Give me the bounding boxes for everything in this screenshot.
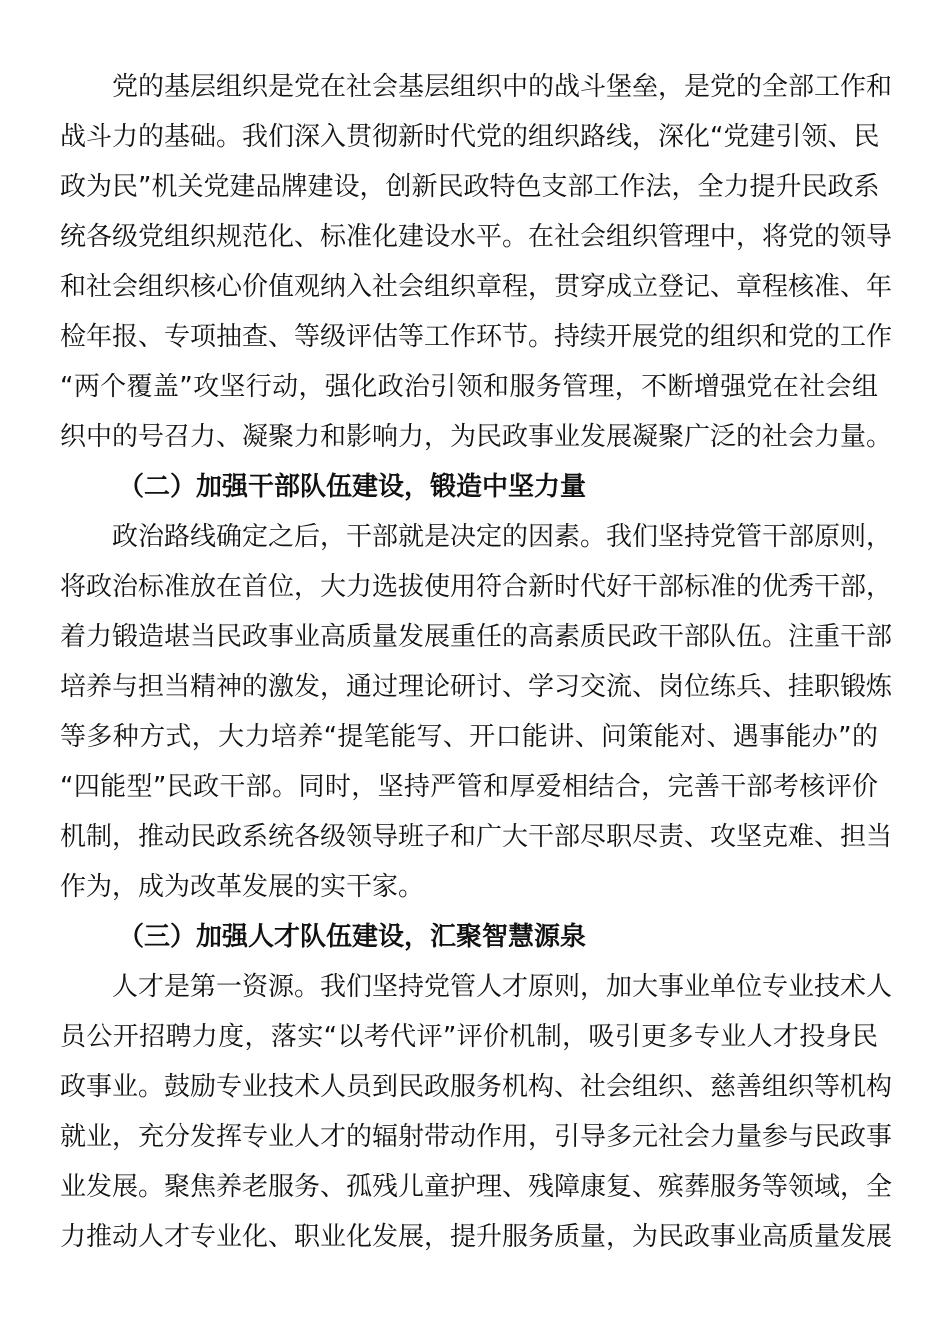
- paragraph-line: 就业，充分发挥专业人才的辐射带动作用，引导多元社会力量参与民政事: [60, 1122, 893, 1152]
- paragraph-line: 政为民”机关党建品牌建设，创新民政特色支部工作法，全力提升民政系: [60, 172, 880, 202]
- section-heading-3: （三）加强人才队伍建设，汇聚智慧源泉: [118, 922, 587, 952]
- paragraph-line: 织中的号召力、凝聚力和影响力，为民政事业发展凝聚广泛的社会力量。: [60, 422, 893, 452]
- paragraph-line: 统各级党组织规范化、标准化建设水平。在社会组织管理中，将党的领导: [60, 222, 893, 252]
- paragraph-line: 着力锻造堪当民政事业高质量发展重任的高素质民政干部队伍。注重干部: [60, 622, 893, 652]
- paragraph-line: 人才是第一资源。我们坚持党管人才原则，加大事业单位专业技术人: [112, 972, 893, 1002]
- paragraph-line: 将政治标准放在首位，大力选拔使用符合新时代好干部标准的优秀干部，: [60, 572, 893, 602]
- paragraph-line: 业发展。聚焦养老服务、孤残儿童护理、残障康复、殡葬服务等领域，全: [60, 1172, 893, 1202]
- paragraph-line: 和社会组织核心价值观纳入社会组织章程，贯穿成立登记、章程核准、年: [60, 272, 893, 302]
- paragraph-line: 党的基层组织是党在社会基层组织中的战斗堡垒，是党的全部工作和: [112, 72, 893, 102]
- paragraph-line: 战斗力的基础。我们深入贯彻新时代党的组织路线，深化“党建引领、民: [60, 122, 880, 152]
- paragraph-line: 力推动人才专业化、职业化发展，提升服务质量，为民政事业高质量发展: [60, 1222, 893, 1252]
- paragraph-line: 政事业。鼓励专业技术人员到民政服务机构、社会组织、慈善组织等机构: [60, 1072, 893, 1102]
- paragraph-line: 员公开招聘力度，落实“以考代评”评价机制，吸引更多专业人才投身民: [60, 1022, 878, 1052]
- paragraph-line: 作为，成为改革发展的实干家。: [60, 872, 425, 902]
- document-page: [60, 62, 893, 1262]
- paragraph-line: 培养与担当精神的激发，通过理论研讨、学习交流、岗位练兵、挂职锻炼: [60, 672, 893, 702]
- paragraph-line: 等多种方式，大力培养“提笔能写、开口能讲、问策能对、遇事能办”的: [60, 722, 878, 752]
- section-heading-2: （二）加强干部队伍建设，锻造中坚力量: [118, 472, 587, 502]
- paragraph-line: “两个覆盖”攻坚行动，强化政治引领和服务管理，不断增强党在社会组: [60, 372, 878, 402]
- paragraph-line: “四能型”民政干部。同时，坚持严管和厚爱相结合，完善干部考核评价: [60, 772, 878, 802]
- paragraph-line: 机制，推动民政系统各级领导班子和广大干部尽职尽责、攻坚克难、担当: [60, 822, 893, 852]
- paragraph-line: 政治路线确定之后，干部就是决定的因素。我们坚持党管干部原则，: [112, 522, 893, 552]
- paragraph-line: 检年报、专项抽查、等级评估等工作环节。持续开展党的组织和党的工作: [60, 322, 893, 352]
